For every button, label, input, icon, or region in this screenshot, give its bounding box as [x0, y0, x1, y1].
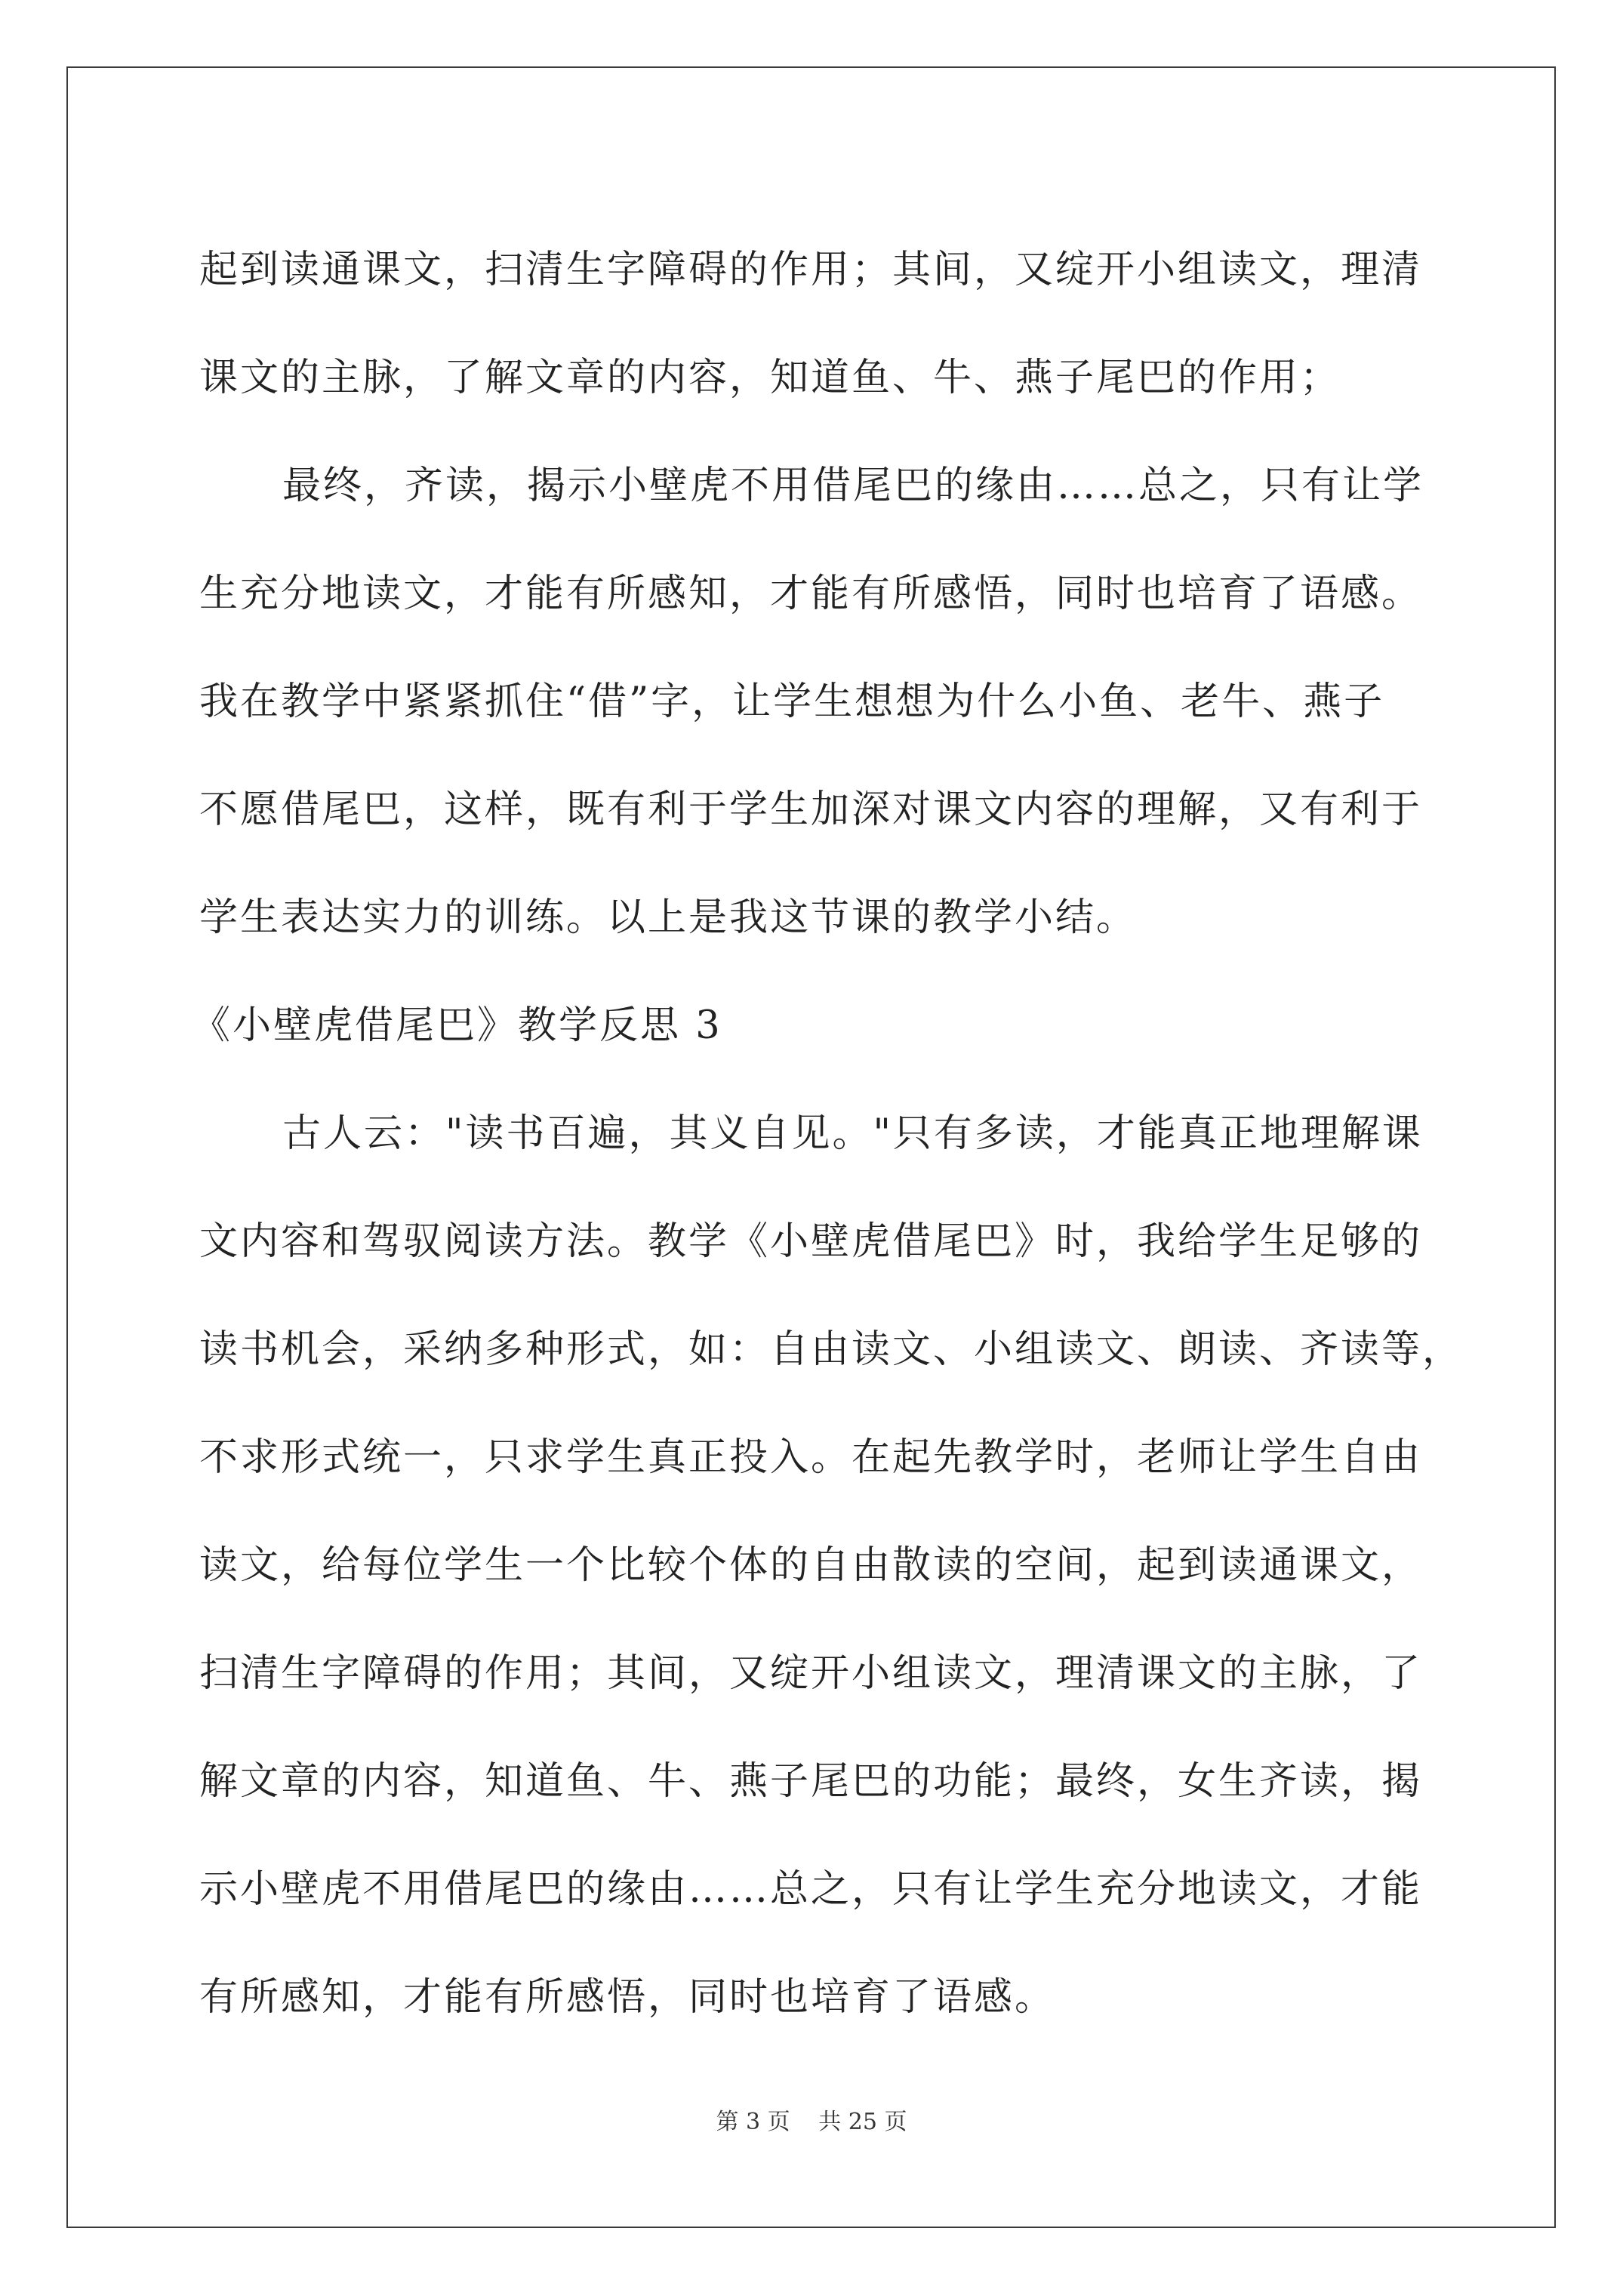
- text-line: 起到读通课文，扫清生字障碍的作用；其间，又绽开小组读文，理清: [199, 248, 1423, 292]
- text-line: 最终，齐读，揭示小壁虎不用借尾巴的缘由……总之，只有让学: [282, 464, 1424, 508]
- text-line: 解文章的内容，知道鱼、牛、燕子尾巴的功能；最终，女生齐读，揭: [199, 1759, 1423, 1804]
- paragraph: [199, 432, 1437, 972]
- text-line: 读文，给每位学生一个比较个体的自由散读的空间，起到读通课文，: [199, 1543, 1423, 1588]
- document-body: [192, 216, 1464, 2051]
- text-line: 示小壁虎不用借尾巴的缘由……总之，只有让学生充分地读文，才能: [199, 1867, 1423, 1912]
- text-line: 不愿借尾巴，这样，既有利于学生加深对课文内容的理解，又有利于: [199, 787, 1423, 832]
- text-line: 读书机会，采纳多种形式，如：自由读文、小组读文、朗读、齐读等，: [199, 1327, 1464, 1372]
- current-page-label: 第 3 页: [716, 2109, 790, 2135]
- paragraph: [199, 1080, 1464, 2051]
- text-line: 不求形式统一，只求学生真正投入。在起先教学时，老师让学生自由: [199, 1435, 1423, 1480]
- section-title: 《小壁虎借尾巴》教学反思 3: [192, 1003, 722, 1048]
- text-line: 课文的主脉，了解文章的内容，知道鱼、牛、燕子尾巴的作用；: [199, 356, 1341, 400]
- text-line: 古人云："读书百遍，其义自见。"只有多读，才能真正地理解课: [282, 1111, 1423, 1156]
- paragraph: [199, 216, 1437, 432]
- text-line: 有所感知，才能有所感悟，同时也培育了语感。: [199, 1975, 1056, 2020]
- text-line: 扫清生字障碍的作用；其间，又绽开小组读文，理清课文的主脉，了: [199, 1651, 1423, 1696]
- total-pages-label: 共 25 页: [818, 2109, 907, 2135]
- text-line: 学生表达实力的训练。以上是我这节课的教学小结。: [199, 895, 1138, 940]
- text-line: 生充分地读文，才能有所感知，才能有所感悟，同时也培育了语感。: [199, 572, 1423, 616]
- text-line: 文内容和驾驭阅读方法。教学《小壁虎借尾巴》时，我给学生足够的: [199, 1219, 1423, 1264]
- text-line: 我在教学中紧紧抓住“借”字，让学生想想为什么小鱼、老牛、燕子: [199, 680, 1385, 724]
- page-footer: [0, 2103, 1623, 2136]
